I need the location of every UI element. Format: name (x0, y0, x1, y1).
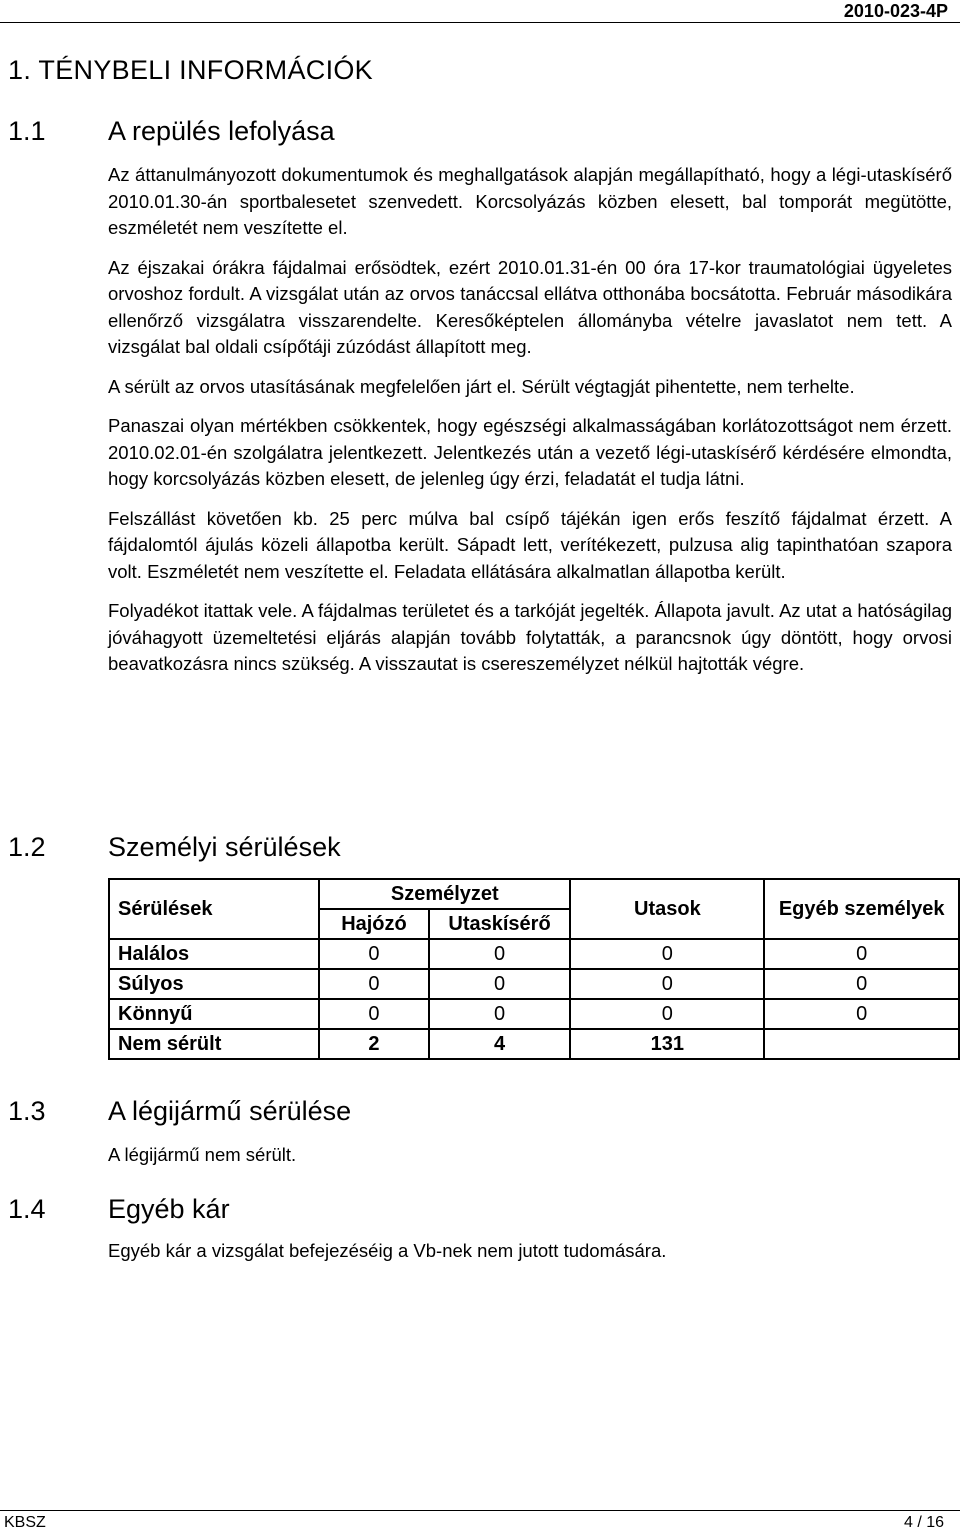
table-row (109, 999, 959, 1029)
section-1-3-body: A légijármű nem sérült. (108, 1144, 297, 1165)
cell-passengers: 0 (570, 969, 764, 999)
cell-other: 0 (764, 939, 959, 969)
cell-other (764, 1029, 959, 1059)
footer-rule (0, 1510, 960, 1511)
paragraph: Felszállást követően kb. 25 perc múlva bal csípő tájékán igen erős feszítő fájdalmat érzett. A fájdalomtól ájulás közeli állapotba került. Sápadt lett, verítékezett, pulzusa alig tapinthatóan szapora volt. Eszméletét nem veszítette el. Feladata ellátására alkalmatlan állapotba került. (108, 507, 952, 582)
cell-pilot: 2 (319, 1029, 429, 1059)
cell-pilot: 0 (319, 939, 429, 969)
row-label: Halálos (109, 939, 319, 969)
cell-attendant: 4 (429, 1029, 571, 1059)
heading-text: A repülés lefolyása (108, 116, 335, 146)
header-rule (0, 22, 960, 23)
paragraph: Panaszai olyan mértékben csökkentek, hogy egészségi alkalmasságában korlátozottságot nem érzett. 2010.02.01-én szolgálatra jelentkezett. Jelentkezés után a vezető légi-utaskísérő kérdésére elmondta, hogy korcsolyázás közben elesett, de jelenleg úgy érzi, feladatát el tudja látni. (108, 415, 952, 489)
cell-passengers: 131 (570, 1029, 764, 1059)
header-other: Egyéb személyek (764, 879, 959, 939)
heading-number: 1.1 (8, 116, 46, 146)
row-label: Könnyű (109, 999, 319, 1029)
header-pilot: Hajózó (319, 909, 429, 939)
cell-other: 0 (764, 969, 959, 999)
header-injuries: Sérülések (109, 879, 319, 939)
table-row (109, 1029, 959, 1059)
table-header-row (109, 879, 959, 909)
table-row (109, 969, 959, 999)
section-title: 1. TÉNYBELI INFORMÁCIÓK (8, 55, 373, 85)
footer-page-number: 4 / 16 (903, 1514, 944, 1531)
header-passengers: Utasok (570, 879, 764, 939)
cell-pilot: 0 (319, 969, 429, 999)
heading-1-3 (8, 1096, 351, 1127)
heading-number: 1.4 (8, 1194, 46, 1224)
cell-passengers: 0 (570, 999, 764, 1029)
header-attendant: Utaskísérő (429, 909, 571, 939)
section-1-4-body: Egyéb kár a vizsgálat befejezéséig a Vb-nek nem jutott tudomására. (108, 1240, 667, 1261)
paragraph: Az áttanulmányozott dokumentumok és meghallgatások alapján megállapítható, hogy a légi-utaskísérő 2010.01.30-án sportbalesetet szenvedett. Korcsolyázás közben elesett, bal tomporát megütötte, eszméletét nem veszítette el. (108, 164, 952, 238)
section-1-1-body (108, 162, 952, 678)
cell-passengers: 0 (570, 939, 764, 969)
heading-1-2 (8, 832, 341, 863)
table-row (109, 939, 959, 969)
cell-attendant: 0 (429, 939, 571, 969)
footer-organization: KBSZ (4, 1514, 46, 1531)
heading-number: 1.2 (8, 832, 46, 862)
row-label: Súlyos (109, 969, 319, 999)
heading-1-4 (8, 1194, 230, 1225)
paragraph: Folyadékot itattak vele. A fájdalmas területet és a tarkóját jegelték. Állapota javult. Az utat a hatóságilag jóváhagyott üzemeltetési eljárás alapján tovább folytatták, a parancsnok úgy döntött, hogy orvosi beavatkozásra nincs szükség. A visszautat is csereszemélyzet nélkül hajtották végre. (108, 600, 952, 674)
cell-attendant: 0 (429, 999, 571, 1029)
heading-text: A légijármű sérülése (108, 1096, 352, 1126)
injuries-table (108, 878, 960, 1060)
heading-1-1 (8, 116, 335, 147)
cell-other: 0 (764, 999, 959, 1029)
heading-number: 1.3 (8, 1096, 46, 1126)
header-crew: Személyzet (319, 879, 570, 909)
heading-text: Egyéb kár (108, 1194, 230, 1224)
row-label: Nem sérült (109, 1029, 319, 1059)
paragraph: A sérült az orvos utasításának megfelelően járt el. Sérült végtagját pihentette, nem terhelte. (108, 375, 855, 397)
paragraph: Az éjszakai órákra fájdalmai erősödtek, ezért 2010.01.31-én 00 óra 17-kor traumatológiai ügyeletes orvoshoz fordult. A vizsgálat után az orvos tanáccsal ellátva otthonába bocsátotta. Február másodikára ellenőrző vizsgálatra visszarendelte. Keresőképtelen állományba vételre javaslatot nem tett. A vizsgálat bal oldali csípőtáji zúzódást állapított meg. (108, 256, 952, 357)
heading-text: Személyi sérülések (108, 832, 341, 862)
cell-attendant: 0 (429, 969, 571, 999)
document-id: 2010-023-4P (843, 1, 948, 21)
cell-pilot: 0 (319, 999, 429, 1029)
